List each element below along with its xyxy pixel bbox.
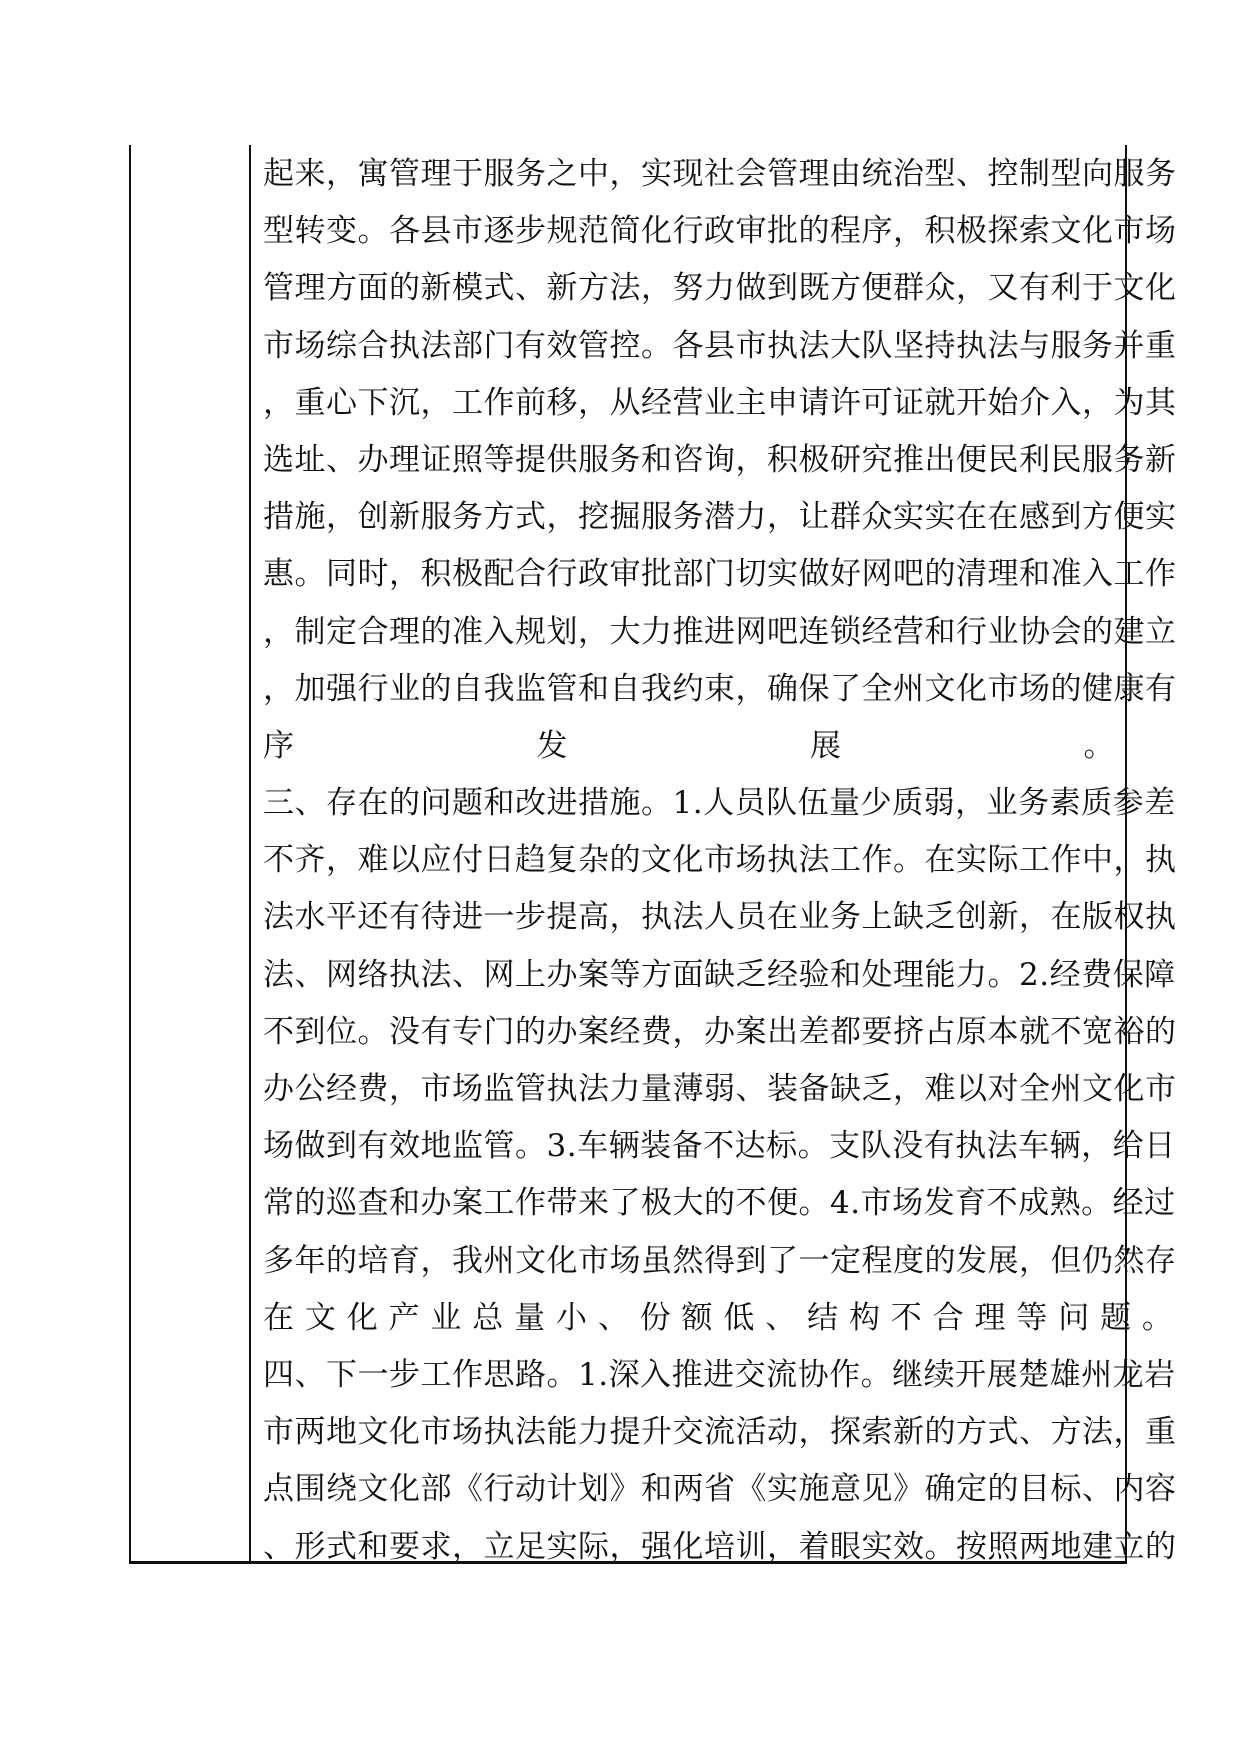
text-line: 、形式和要求，立足实际，强化培训，着眼实效。按照两地建立的 <box>263 1528 1177 1565</box>
text-line: 措施，创新服务方式，挖掘服务潜力，让群众实实在在感到方便实 <box>263 499 1177 536</box>
text-line: ，加强行业的自我监管和自我约束，确保了全州文化市场的健康有 <box>263 670 1177 707</box>
text-line: ，重心下沉，工作前移，从经营业主申请许可证就开始介入，为其 <box>263 384 1177 421</box>
text-line: 办公经费，市场监管执法力量薄弱、装备缺乏，难以对全州文化市 <box>263 1071 1177 1107</box>
text-line: 点围绕文化部《行动计划》和两省《实施意见》确定的目标、内容 <box>263 1471 1177 1508</box>
text-line: 常的巡查和办案工作带来了极大的不便。4.市场发育不成熟。经过 <box>263 1185 1176 1222</box>
text-line: ，制定合理的准入规划，大力推进网吧连锁经营和行业协会的建立 <box>263 613 1177 650</box>
text-line: 市场综合执法部门有效管控。各县市执法大队坚持执法与服务并重 <box>263 327 1177 364</box>
column-divider <box>249 145 251 1562</box>
text-line: 市两地文化市场执法能力提升交流活动，探索新的方式、方法，重 <box>263 1414 1177 1451</box>
text-line: 不到位。没有专门的办案经费，办案出差都要挤占原本就不宽裕的 <box>263 1013 1177 1050</box>
text-line: 四、下一步工作思路。1.深入推进交流协作。继续开展楚雄州龙岩 <box>263 1356 1176 1393</box>
text-line: 多年的培育，我州文化市场虽然得到了一定程度的发展，但仍然存 <box>263 1242 1177 1279</box>
text-line: 不齐，难以应付日趋复杂的文化市场执法工作。在实际工作中，执 <box>263 842 1177 879</box>
text-line: 选址、办理证照等提供服务和咨询，积极研究推出便民利民服务新 <box>263 441 1177 478</box>
text-line: 法、网络执法、网上办案等方面缺乏经验和处理能力。2.经费保障 <box>263 956 1176 993</box>
text-line: 在 文 化 产 业 总 量 小 、 份 额 低 、 结 构 不 合 理 等 问 题 。 <box>263 1299 1174 1336</box>
text-line: 型转变。各县市逐步规范简化行政审批的程序，积极探索文化市场 <box>263 213 1177 250</box>
text-line: 三、存在的问题和改进措施。1.人员队伍量少质弱，业务素质参差 <box>263 785 1176 822</box>
text-line: 场做到有效地监管。3.车辆装备不达标。支队没有执法车辆，给日 <box>263 1128 1176 1165</box>
text-line: 法水平还有待进一步提高，执法人员在业务上缺乏创新，在版权执 <box>263 899 1177 936</box>
text-line: 惠。同时，积极配合行政审批部门切实做好网吧的清理和准入工作 <box>263 556 1177 593</box>
text-line: 管理方面的新模式、新方法，努力做到既方便群众，又有利于文化 <box>263 270 1177 307</box>
text-line: 起来，寓管理于服务之中，实现社会管理由统治型、控制型向服务 <box>263 156 1177 192</box>
text-line: 序 发 展 。 <box>263 727 1115 764</box>
document-body <box>263 146 1177 1576</box>
